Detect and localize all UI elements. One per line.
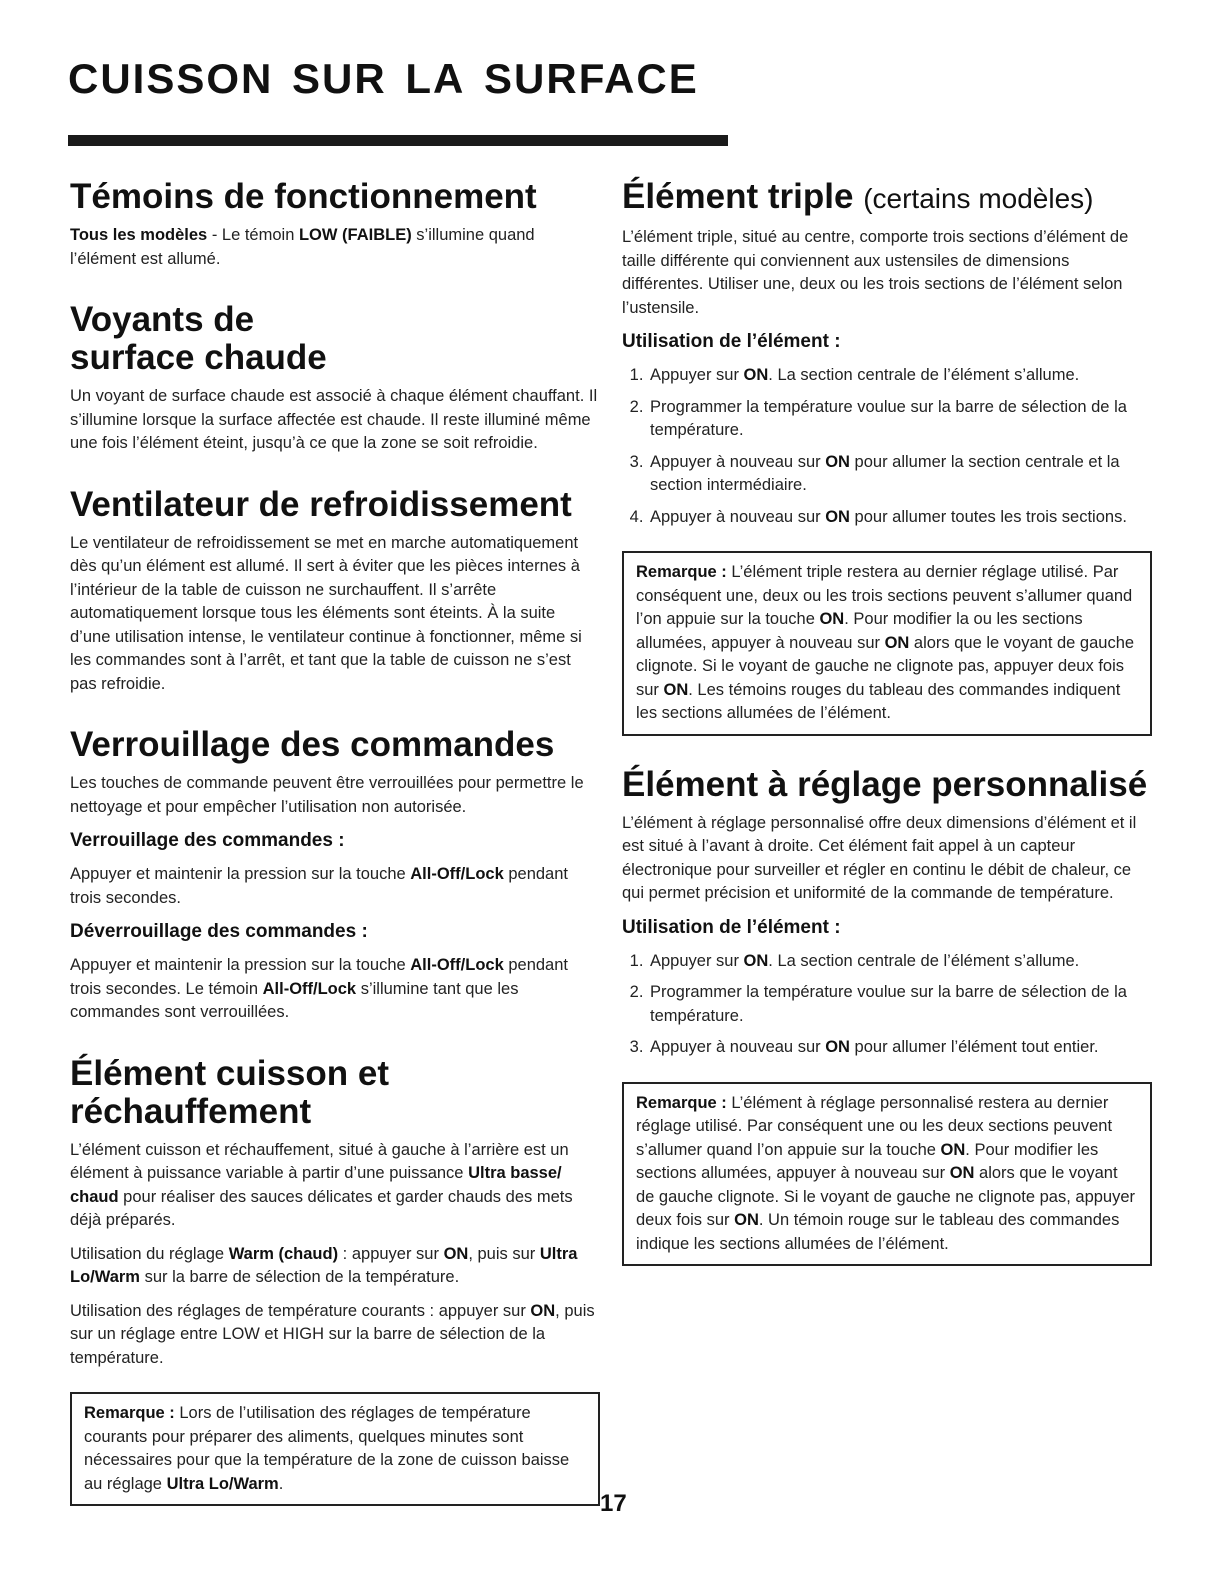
section-voyants <box>70 301 600 456</box>
perso-steps <box>622 950 1152 1060</box>
text-run: . Un témoin rouge sur le tableau des commandes indique les sections allumées de l’élément. <box>636 1211 1120 1253</box>
page-title-text: cuisson sur la surface <box>68 39 699 106</box>
heading-ventilateur: Ventilateur de refroidissement <box>70 484 572 524</box>
text-run: Appuyer à nouveau sur <box>650 507 826 526</box>
heading-cuisson <box>70 1055 600 1131</box>
cuisson-text-1 <box>70 1139 600 1233</box>
heading-line: réchauffement <box>70 1091 312 1131</box>
bold-text: Ultra basse/ chaud <box>70 1164 562 1206</box>
bold-text: All-Off/Lock <box>410 865 504 883</box>
section-cuisson <box>70 1055 600 1507</box>
text-run: L’élément à réglage personnalisé restera au dernier réglage utilisé. Par conséquent une ou les deux sections peuvent s’allumer quand l’on appuie sur la touche <box>636 1093 1113 1159</box>
bold-text: ON <box>743 951 769 970</box>
temoins-text <box>70 224 600 271</box>
cuisson-text-3 <box>70 1300 600 1371</box>
text-run: . La section centrale de l’élément s’allume. <box>768 951 1080 970</box>
bold-text: ON <box>884 633 910 652</box>
page-title <box>68 38 699 107</box>
list-item: 2. Programmer la température voulue sur la barre de sélection de la température. <box>648 981 1152 1028</box>
text-run: , puis sur un réglage entre LOW et HIGH sur la barre de sélection de la température. <box>70 1301 595 1367</box>
text-run: . <box>278 1474 284 1493</box>
bold-text: Remarque : <box>636 1093 727 1112</box>
text-run: . Pour modifier la ou les sections allumées, appuyer à nouveau sur <box>636 610 1083 652</box>
heading-line: Voyants de <box>70 300 255 339</box>
bold-text: ON <box>940 1140 966 1159</box>
text-run: Appuyer et maintenir la pression sur la touche <box>70 865 411 883</box>
bold-text: All-Off/Lock <box>262 979 357 998</box>
text-run: pour allumer toutes les trois sections. <box>849 507 1127 526</box>
heading-triple <box>622 178 1152 218</box>
text-run: s’illumine quand l’élément est allumé. <box>70 226 535 268</box>
section-triple <box>622 178 1152 736</box>
heading-line: surface chaude <box>70 338 327 377</box>
bold-text: ON <box>743 366 769 384</box>
bold-text: ON <box>443 1244 469 1263</box>
text-run: . La section centrale de l’élément s’allume. <box>768 366 1080 384</box>
deverrouillage-text <box>70 954 600 1025</box>
section-perso <box>622 766 1152 1267</box>
subheading-deverrouillage: Déverrouillage des commandes : <box>70 921 368 942</box>
bold-text: ON <box>825 452 850 471</box>
text-run: Utilisation des réglages de température courants : appuyer sur <box>70 1301 531 1320</box>
verrouillage-intro: Les touches de commande peuvent être verrouillées pour permettre le nettoyage et pour empêcher l’utilisation non autorisée. <box>70 774 584 816</box>
text-run: alors que le voyant de gauche clignote. Si le voyant de gauche ne clignote pas, appuyer deux fois sur <box>636 1164 1136 1229</box>
text-run: L’élément triple restera au dernier réglage utilisé. Par conséquent une, deux ou les trois sections peuvent s’allumer quand l’on appuie sur la touche <box>636 563 1133 628</box>
text-run: sur la barre de sélection de la température. <box>139 1268 460 1286</box>
text-run: Appuyer sur <box>650 366 744 384</box>
heading-sub: (certains modèles) <box>863 183 1094 214</box>
text-run: Utilisation du réglage <box>70 1244 229 1263</box>
heading-temoins: Témoins de fonctionnement <box>70 177 537 216</box>
perso-intro: L’élément à réglage personnalisé offre deux dimensions d’élément et il est situé à l’avant à droite. Cet élément fait appel à un capteur électronique pour surveiller et régler en continu le débit de chaleur, ce qui permet précision et uniformité de la commande de température. <box>622 813 1137 902</box>
text-run: , puis sur <box>468 1244 540 1263</box>
bold-text: ON <box>663 680 689 699</box>
bold-text: ON <box>819 610 845 628</box>
bold-text: Ultra Lo/Warm <box>166 1474 279 1493</box>
text-run: : appuyer sur <box>338 1244 444 1263</box>
list-item <box>648 950 1152 974</box>
list-item <box>648 1036 1152 1060</box>
section-temoins <box>70 178 600 271</box>
note-box-perso <box>622 1082 1152 1267</box>
bold-text: Remarque : <box>84 1404 175 1422</box>
heading-verrouillage: Verrouillage des commandes <box>70 725 555 764</box>
bold-text: ON <box>825 1038 850 1056</box>
bold-text: All-Off/Lock <box>410 956 504 974</box>
text-run: Appuyer à nouveau sur <box>650 1038 826 1056</box>
text-run: pour allumer la section centrale et la section intermédiaire. <box>650 452 1120 494</box>
text-run: pendant trois secondes. <box>70 865 568 907</box>
bold-text: ON <box>949 1164 975 1182</box>
bold-text: ON <box>734 1211 759 1229</box>
list-item <box>648 506 1152 530</box>
heading-line: Élément cuisson et <box>70 1053 389 1093</box>
left-column <box>70 178 600 1536</box>
section-verrouillage <box>70 726 600 1025</box>
text-run: s’illumine tant que les commandes sont verrouillées. <box>70 979 519 1021</box>
subheading-triple-utilisation: Utilisation de l’élément : <box>622 331 841 352</box>
text-run: Appuyer et maintenir la pression sur la touche <box>70 956 411 974</box>
note-box-cuisson <box>70 1392 600 1506</box>
text-run: pour allumer l’élément tout entier. <box>849 1038 1099 1056</box>
subheading-perso-utilisation: Utilisation de l’élément : <box>622 916 841 938</box>
text-run: - Le témoin <box>207 226 299 244</box>
bold-text: Warm (chaud) <box>228 1244 339 1263</box>
list-item: 2. Programmer la température voulue sur la barre de sélection de la température. <box>648 396 1152 443</box>
bold-text: LOW (FAIBLE) <box>298 226 412 244</box>
right-column <box>622 178 1152 1296</box>
bold-text: Tous les modèles <box>70 226 208 244</box>
heading-main: Élément triple <box>622 177 854 216</box>
bold-text: Remarque : <box>636 563 727 581</box>
heading-voyants <box>70 301 600 377</box>
title-rule <box>68 135 728 146</box>
bold-text: ON <box>825 507 850 526</box>
verrouillage-text <box>70 863 600 910</box>
heading-perso: Élément à réglage personnalisé <box>622 764 1148 804</box>
list-item <box>648 364 1152 388</box>
text-run: Lors de l’utilisation des réglages de température courants pour préparer des aliments, quelques minutes sont nécessaires pour que la température de la zone de cuisson baisse au réglage <box>84 1404 570 1493</box>
subheading-verrouillage: Verrouillage des commandes : <box>70 830 345 851</box>
text-run: pour réaliser des sauces délicates et garder chauds des mets déjà préparés. <box>70 1187 573 1229</box>
text-run: Appuyer à nouveau sur <box>650 452 826 471</box>
cuisson-text-2 <box>70 1243 600 1290</box>
page-number: 17 <box>600 1490 627 1517</box>
voyants-text: Un voyant de surface chaude est associé à chaque élément chauffant. Il s’illumine lorsque la surface affectée est chaude. Il reste illuminé même une fois l’élément éteint, jusqu’à ce que la zone se soit refroidie. <box>70 387 598 452</box>
text-run: Appuyer sur <box>650 951 744 970</box>
list-item <box>648 451 1152 498</box>
text-run: alors que le voyant de gauche clignote. Si le voyant de gauche ne clignote pas, appuyer deux fois sur <box>636 633 1135 699</box>
bold-text: ON <box>530 1301 556 1320</box>
text-run: . Pour modifier les sections allumées, appuyer à nouveau sur <box>636 1140 1099 1182</box>
triple-steps <box>622 364 1152 529</box>
text-run: pendant trois secondes. Le témoin <box>70 956 568 998</box>
bold-text: Ultra Lo/Warm <box>70 1244 578 1286</box>
section-ventilateur <box>70 486 600 697</box>
ventilateur-text: Le ventilateur de refroidissement se met en marche automatiquement dès qu’un élément est allumé. Il sert à éviter que les pièces internes à l’intérieur de la table de cuisson ne surchauffent. Il s’arrête automatiquement lorsque tous les éléments sont éteints. À la suite d’une utilisation intense, le ventilateur continue à fonctionner, même si les commandes sont à l’arrêt, et tant que la table de cuisson ne s’est pas refroidie. <box>70 533 582 693</box>
text-run: . Les témoins rouges du tableau des commandes indiquent les sections allumées de l’élément. <box>636 680 1121 722</box>
triple-intro: L’élément triple, situé au centre, comporte trois sections d’élément de taille différente qui conviennent aux ustensiles de dimensions différentes. Utiliser une, deux ou les trois sections de l’élément selon l’ustensile. <box>622 228 1129 317</box>
text-run: L’élément cuisson et réchauffement, situé à gauche à l’arrière est un élément à puissance variable à partir d’une puissance <box>70 1140 569 1182</box>
note-box-triple <box>622 551 1152 736</box>
